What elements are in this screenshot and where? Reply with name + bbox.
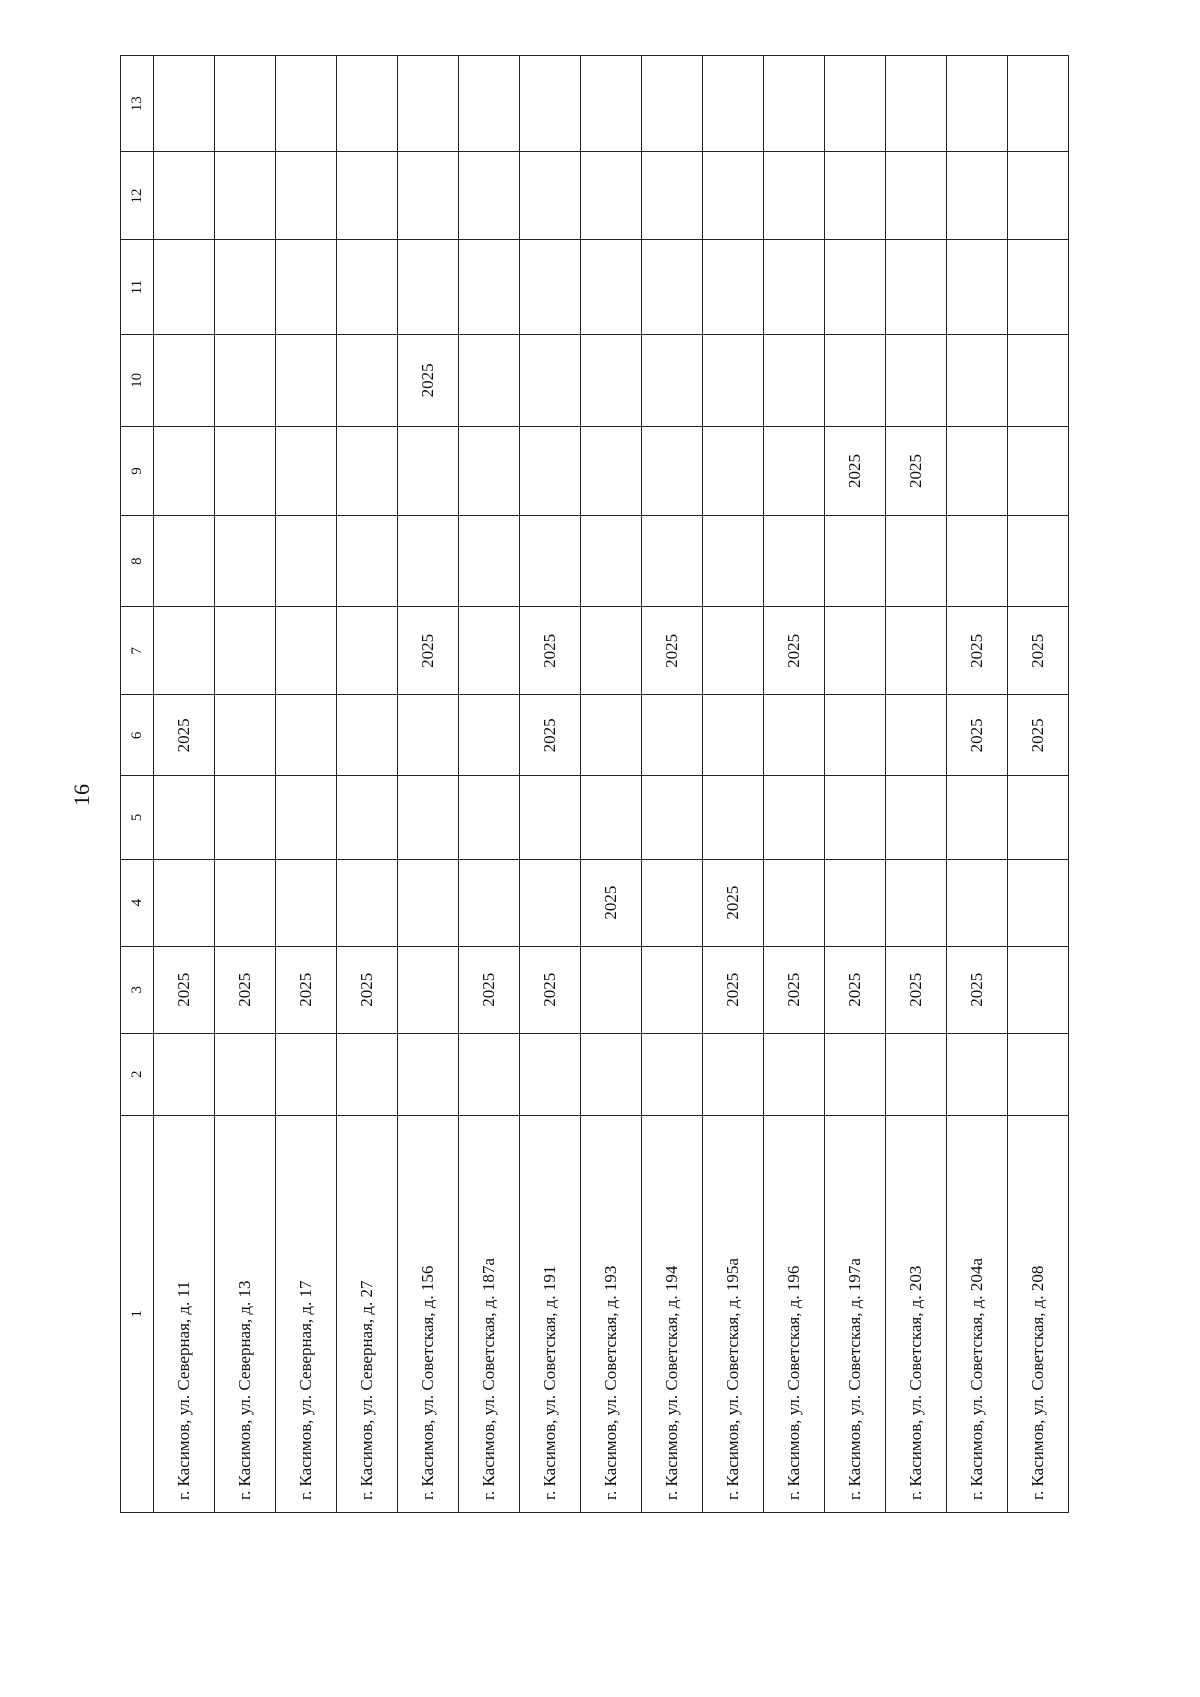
year-cell — [520, 1033, 581, 1115]
year-cell — [764, 240, 825, 334]
year-cell: 2025 — [581, 859, 642, 946]
year-cell — [215, 334, 276, 426]
year-cell — [398, 946, 459, 1033]
address-cell: г. Касимов, ул. Северная, д. 17 — [276, 1115, 337, 1512]
year-cell — [764, 56, 825, 152]
year-cell — [337, 607, 398, 695]
year-cell — [337, 334, 398, 426]
year-cell: 2025 — [276, 946, 337, 1033]
year-cell — [581, 1033, 642, 1115]
year-cell — [825, 516, 886, 607]
column-header: 6 — [121, 695, 154, 776]
year-cell — [1008, 152, 1069, 240]
year-cell — [459, 1033, 520, 1115]
year-cell — [764, 695, 825, 776]
year-cell — [1008, 334, 1069, 426]
year-cell — [703, 516, 764, 607]
year-cell — [642, 859, 703, 946]
year-cell: 2025 — [764, 946, 825, 1033]
year-cell — [764, 426, 825, 515]
year-cell: 2025 — [886, 946, 947, 1033]
year-cell — [1008, 516, 1069, 607]
table-row — [642, 56, 703, 1513]
year-cell — [154, 1033, 215, 1115]
year-cell: 2025 — [886, 426, 947, 515]
year-cell — [886, 859, 947, 946]
year-cell: 2025 — [520, 607, 581, 695]
address-cell: г. Касимов, ул. Советская, д. 204а — [947, 1115, 1008, 1512]
year-cell — [1008, 946, 1069, 1033]
year-cell — [154, 426, 215, 515]
year-cell — [581, 516, 642, 607]
column-header: 4 — [121, 859, 154, 946]
year-cell — [398, 859, 459, 946]
year-cell — [459, 56, 520, 152]
year-cell: 2025 — [398, 607, 459, 695]
year-cell — [337, 695, 398, 776]
year-cell — [825, 1033, 886, 1115]
year-cell — [825, 695, 886, 776]
column-header: 8 — [121, 516, 154, 607]
address-cell: г. Касимов, ул. Советская, д. 203 — [886, 1115, 947, 1512]
year-cell — [581, 334, 642, 426]
year-cell — [703, 240, 764, 334]
year-cell: 2025 — [642, 607, 703, 695]
column-header: 5 — [121, 776, 154, 859]
year-cell — [825, 56, 886, 152]
year-cell — [398, 695, 459, 776]
year-cell — [154, 56, 215, 152]
year-cell — [1008, 776, 1069, 859]
year-cell — [520, 334, 581, 426]
year-cell — [947, 426, 1008, 515]
year-cell — [825, 859, 886, 946]
year-cell — [276, 152, 337, 240]
year-cell — [703, 56, 764, 152]
year-cell — [581, 607, 642, 695]
year-cell — [459, 695, 520, 776]
year-cell — [459, 516, 520, 607]
year-cell — [642, 516, 703, 607]
table-body — [154, 56, 1069, 1513]
address-cell: г. Касимов, ул. Советская, д. 194 — [642, 1115, 703, 1512]
year-cell — [947, 1033, 1008, 1115]
column-header: 13 — [121, 56, 154, 152]
year-cell: 2025 — [337, 946, 398, 1033]
column-header: 3 — [121, 946, 154, 1033]
rotated-table-container — [120, 55, 1082, 1513]
year-cell — [337, 152, 398, 240]
address-cell: г. Касимов, ул. Советская, д. 196 — [764, 1115, 825, 1512]
year-cell — [398, 776, 459, 859]
year-cell — [459, 859, 520, 946]
year-cell — [459, 426, 520, 515]
year-cell: 2025 — [764, 607, 825, 695]
year-cell: 2025 — [154, 695, 215, 776]
schedule-table — [120, 55, 1069, 1513]
year-cell — [276, 240, 337, 334]
year-cell — [215, 152, 276, 240]
year-cell — [215, 240, 276, 334]
year-cell — [947, 240, 1008, 334]
year-cell — [581, 946, 642, 1033]
year-cell — [703, 426, 764, 515]
year-cell — [703, 607, 764, 695]
table-row — [337, 56, 398, 1513]
column-header: 7 — [121, 607, 154, 695]
year-cell — [642, 946, 703, 1033]
column-header: 2 — [121, 1033, 154, 1115]
year-cell — [215, 859, 276, 946]
table-row — [886, 56, 947, 1513]
table-row — [764, 56, 825, 1513]
year-cell — [459, 776, 520, 859]
year-cell — [642, 776, 703, 859]
year-cell: 2025 — [154, 946, 215, 1033]
table-row — [581, 56, 642, 1513]
year-cell — [337, 516, 398, 607]
year-cell — [825, 607, 886, 695]
year-cell — [398, 516, 459, 607]
year-cell: 2025 — [1008, 695, 1069, 776]
year-cell — [398, 240, 459, 334]
year-cell — [276, 334, 337, 426]
year-cell — [886, 334, 947, 426]
column-header: 12 — [121, 152, 154, 240]
year-cell — [276, 516, 337, 607]
year-cell — [276, 1033, 337, 1115]
year-cell — [398, 426, 459, 515]
year-cell: 2025 — [459, 946, 520, 1033]
year-cell: 2025 — [947, 946, 1008, 1033]
year-cell — [154, 240, 215, 334]
year-cell — [703, 334, 764, 426]
year-cell — [154, 607, 215, 695]
year-cell — [581, 240, 642, 334]
table-row — [947, 56, 1008, 1513]
year-cell — [154, 334, 215, 426]
year-cell — [215, 695, 276, 776]
year-cell — [398, 1033, 459, 1115]
year-cell — [520, 240, 581, 334]
year-cell — [642, 334, 703, 426]
year-cell — [947, 859, 1008, 946]
year-cell — [1008, 240, 1069, 334]
year-cell — [642, 152, 703, 240]
year-cell — [520, 152, 581, 240]
year-cell — [459, 607, 520, 695]
year-cell: 2025 — [703, 946, 764, 1033]
year-cell — [215, 426, 276, 515]
year-cell — [398, 152, 459, 240]
year-cell — [215, 56, 276, 152]
year-cell — [703, 152, 764, 240]
year-cell — [276, 695, 337, 776]
year-cell — [337, 1033, 398, 1115]
year-cell — [337, 240, 398, 334]
year-cell — [642, 56, 703, 152]
table-row — [276, 56, 337, 1513]
year-cell — [581, 56, 642, 152]
year-cell — [581, 152, 642, 240]
year-cell — [520, 426, 581, 515]
year-cell: 2025 — [520, 695, 581, 776]
year-cell — [825, 152, 886, 240]
year-cell — [947, 776, 1008, 859]
address-cell: г. Касимов, ул. Советская, д. 208 — [1008, 1115, 1069, 1512]
year-cell — [825, 240, 886, 334]
year-cell — [642, 426, 703, 515]
year-cell — [276, 859, 337, 946]
year-cell — [581, 776, 642, 859]
year-cell — [764, 859, 825, 946]
year-cell — [886, 516, 947, 607]
year-cell: 2025 — [703, 859, 764, 946]
year-cell — [520, 56, 581, 152]
year-cell — [886, 607, 947, 695]
year-cell — [581, 426, 642, 515]
year-cell — [886, 695, 947, 776]
address-cell: г. Касимов, ул. Северная, д. 13 — [215, 1115, 276, 1512]
year-cell — [642, 1033, 703, 1115]
year-cell — [642, 695, 703, 776]
year-cell — [642, 240, 703, 334]
year-cell — [215, 607, 276, 695]
table-row — [215, 56, 276, 1513]
year-cell — [276, 56, 337, 152]
table-row — [459, 56, 520, 1513]
year-cell — [947, 516, 1008, 607]
table-row — [154, 56, 215, 1513]
year-cell — [947, 152, 1008, 240]
year-cell — [1008, 426, 1069, 515]
header-row — [121, 56, 154, 1513]
year-cell — [1008, 56, 1069, 152]
year-cell — [703, 695, 764, 776]
year-cell — [764, 152, 825, 240]
year-cell — [581, 695, 642, 776]
year-cell — [154, 152, 215, 240]
year-cell — [215, 1033, 276, 1115]
address-cell: г. Касимов, ул. Советская, д. 193 — [581, 1115, 642, 1512]
address-cell: г. Касимов, ул. Советская, д. 156 — [398, 1115, 459, 1512]
year-cell: 2025 — [947, 695, 1008, 776]
table-row — [703, 56, 764, 1513]
address-cell: г. Касимов, ул. Советская, д. 195а — [703, 1115, 764, 1512]
year-cell — [764, 1033, 825, 1115]
year-cell — [276, 607, 337, 695]
year-cell — [337, 776, 398, 859]
address-cell: г. Касимов, ул. Советская, д. 191 — [520, 1115, 581, 1512]
year-cell — [398, 56, 459, 152]
year-cell: 2025 — [947, 607, 1008, 695]
year-cell — [764, 516, 825, 607]
table-row — [520, 56, 581, 1513]
page-number: 16 — [69, 784, 94, 806]
year-cell — [459, 152, 520, 240]
year-cell — [337, 859, 398, 946]
year-cell — [459, 240, 520, 334]
column-header: 9 — [121, 426, 154, 515]
year-cell — [886, 776, 947, 859]
year-cell: 2025 — [825, 946, 886, 1033]
address-cell: г. Касимов, ул. Северная, д. 11 — [154, 1115, 215, 1512]
year-cell — [764, 334, 825, 426]
year-cell — [703, 776, 764, 859]
column-header: 10 — [121, 334, 154, 426]
year-cell — [520, 776, 581, 859]
year-cell — [947, 334, 1008, 426]
year-cell — [215, 516, 276, 607]
year-cell: 2025 — [825, 426, 886, 515]
column-header: 1 — [121, 1115, 154, 1512]
year-cell — [276, 426, 337, 515]
year-cell — [337, 426, 398, 515]
year-cell — [337, 56, 398, 152]
year-cell — [825, 334, 886, 426]
table-row — [398, 56, 459, 1513]
year-cell — [154, 516, 215, 607]
year-cell — [703, 1033, 764, 1115]
year-cell — [947, 56, 1008, 152]
year-cell — [764, 776, 825, 859]
table-row — [825, 56, 886, 1513]
year-cell — [886, 240, 947, 334]
year-cell — [459, 334, 520, 426]
year-cell: 2025 — [398, 334, 459, 426]
year-cell — [825, 776, 886, 859]
year-cell — [1008, 1033, 1069, 1115]
year-cell — [886, 56, 947, 152]
address-cell: г. Касимов, ул. Советская, д. 197а — [825, 1115, 886, 1512]
year-cell — [886, 1033, 947, 1115]
address-cell: г. Касимов, ул. Советская, д. 187а — [459, 1115, 520, 1512]
year-cell — [520, 859, 581, 946]
year-cell: 2025 — [520, 946, 581, 1033]
table-row — [1008, 56, 1069, 1513]
year-cell — [886, 152, 947, 240]
year-cell: 2025 — [1008, 607, 1069, 695]
address-cell: г. Касимов, ул. Северная, д. 27 — [337, 1115, 398, 1512]
year-cell: 2025 — [215, 946, 276, 1033]
year-cell — [215, 776, 276, 859]
column-header: 11 — [121, 240, 154, 334]
year-cell — [276, 776, 337, 859]
year-cell — [1008, 859, 1069, 946]
year-cell — [520, 516, 581, 607]
year-cell — [154, 776, 215, 859]
year-cell — [154, 859, 215, 946]
